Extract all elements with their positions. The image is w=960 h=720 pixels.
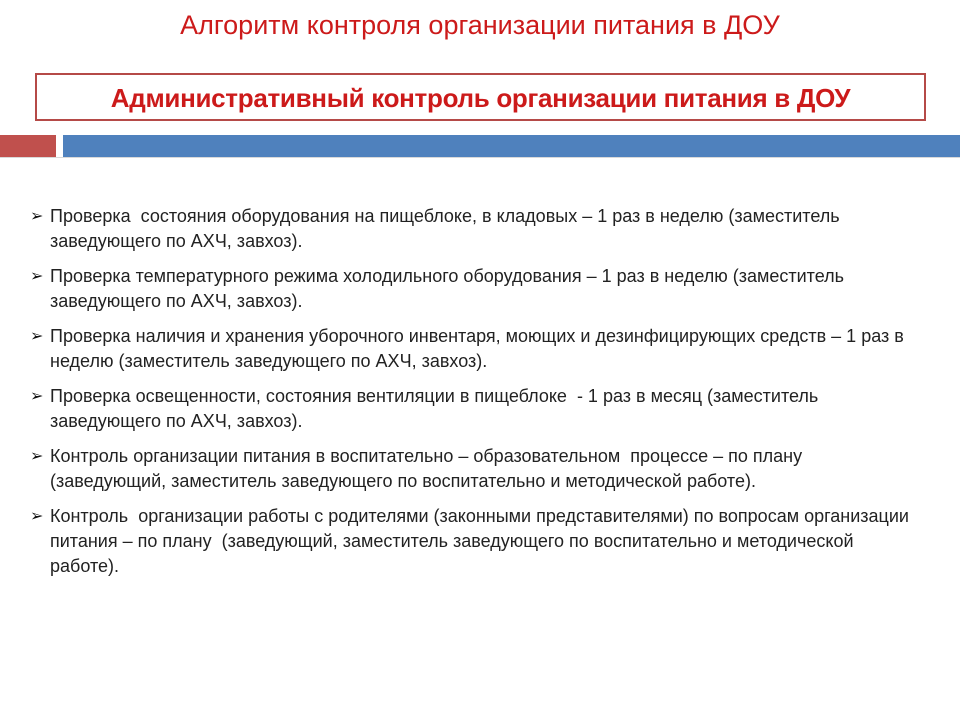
list-item-text: Проверка температурного режима холодильного оборудования – 1 раз в неделю (заместитель заведующего по АХЧ, завхоз). [50, 266, 850, 311]
list-item-text: Проверка состояния оборудования на пищеблоке, в кладовых – 1 раз в неделю (заместитель заведующего по АХЧ, завхоз). [50, 206, 845, 251]
arrowhead-bullet-icon: ➢ [30, 268, 44, 285]
list-item [30, 384, 910, 434]
subtitle-box [35, 73, 926, 121]
arrowhead-bullet-icon: ➢ [30, 388, 44, 405]
list-item [30, 324, 910, 374]
list-item [30, 204, 910, 254]
list-item-text: Проверка освещенности, состояния вентиляции в пищеблоке - 1 раз в месяц (заместитель заведующего по АХЧ, завхоз). [50, 386, 824, 431]
list-item-text: Контроль организации работы с родителями (законными представителями) по вопросам организации питания – по плану (заведующий, заместитель заведующего по воспитательно и методической работе). [50, 506, 914, 576]
arrowhead-bullet-icon: ➢ [30, 208, 44, 225]
slide-title: Алгоритм контроля организации питания в ДОУ [180, 10, 780, 40]
list-item [30, 264, 910, 314]
slide-subtitle: Административный контроль организации питания в ДОУ [110, 83, 851, 113]
arrowhead-bullet-icon: ➢ [30, 448, 44, 465]
arrowhead-bullet-icon: ➢ [30, 328, 44, 345]
arrowhead-bullet-icon: ➢ [30, 508, 44, 525]
list-item [30, 504, 914, 579]
list-item-text: Контроль организации питания в воспитательно – образовательном процессе – по плану (заведующий, заместитель заведующего по воспитательно и методической работе). [50, 446, 813, 491]
list-item-text: Проверка наличия и хранения уборочного инвентаря, моющих и дезинфицирующих средств – 1 раз в неделю (заместитель заведующего по АХЧ, завхоз). [50, 326, 909, 371]
list-item [30, 444, 910, 494]
decorative-blue-bar [63, 135, 960, 157]
decorative-red-bar [0, 135, 56, 157]
control-items-list [30, 204, 914, 589]
decorative-divider-line [0, 157, 960, 158]
